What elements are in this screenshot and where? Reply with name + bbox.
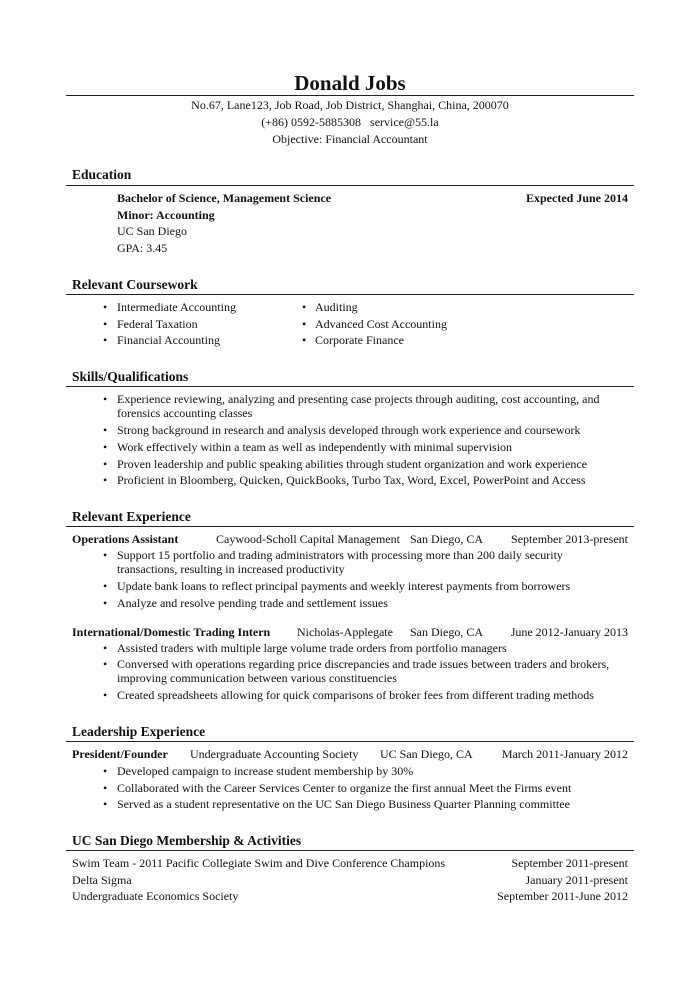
minor: Minor: Accounting xyxy=(117,208,215,222)
job-location: San Diego, CA xyxy=(410,532,483,546)
gpa: GPA: 3.45 xyxy=(117,241,168,255)
section-rule-experience xyxy=(66,526,634,527)
bullet-icon: • xyxy=(302,333,307,347)
resume-name: Donald Jobs xyxy=(294,71,406,95)
section-title-coursework: Relevant Coursework xyxy=(72,277,198,292)
job-bullet-cont: transactions, resulting in increased productivity xyxy=(117,562,345,576)
skill-item-cont: forensics accounting classes xyxy=(117,406,253,420)
bullet-icon: • xyxy=(103,333,108,347)
job-bullet: Analyze and resolve pending trade and settlement issues xyxy=(117,596,388,610)
job-bullet: Update bank loans to reflect principal payments and weekly interest payments from borrowers xyxy=(117,579,571,593)
course-item: Advanced Cost Accounting xyxy=(315,317,447,331)
course-item: Federal Taxation xyxy=(117,317,198,331)
job-org: Caywood-Scholl Capital Management xyxy=(216,532,400,546)
section-rule-coursework xyxy=(66,294,634,295)
bullet-icon: • xyxy=(103,781,108,795)
section-title-experience: Relevant Experience xyxy=(72,509,191,524)
degree: Bachelor of Science, Management Science xyxy=(117,191,332,205)
leadership-bullet: Served as a student representative on the UC San Diego Business Quarter Planning committee xyxy=(117,797,570,811)
school: UC San Diego xyxy=(117,224,187,238)
bullet-icon: • xyxy=(103,657,108,671)
section-rule-leadership xyxy=(66,741,634,742)
section-title-education: Education xyxy=(72,167,132,182)
skill-item: Proficient in Bloomberg, Quicken, QuickBooks, Turbo Tax, Word, Excel, PowerPoint and Access xyxy=(117,473,586,487)
job-role: International/Domestic Trading Intern xyxy=(72,625,271,639)
bullet-icon: • xyxy=(103,457,108,471)
bullet-icon: • xyxy=(103,797,108,811)
bullet-icon: • xyxy=(103,317,108,331)
activity-date: September 2011-present xyxy=(511,856,628,870)
course-item: Intermediate Accounting xyxy=(117,300,236,314)
job-location: San Diego, CA xyxy=(410,625,483,639)
skill-item: Proven leadership and public speaking abilities through student organization and work experience xyxy=(117,457,587,471)
activity-date: January 2011-present xyxy=(525,873,628,887)
leadership-bullet: Collaborated with the Career Services Center to organize the first annual Meet the Firms event xyxy=(117,781,572,795)
bullet-icon: • xyxy=(302,300,307,314)
bullet-icon: • xyxy=(103,440,108,454)
activity-name: Delta Sigma xyxy=(72,873,132,887)
job-role: Operations Assistant xyxy=(72,532,179,546)
activity-name: Undergraduate Economics Society xyxy=(72,889,239,903)
job-bullet: Assisted traders with multiple large volume trade orders from portfolio managers xyxy=(117,641,507,655)
section-title-skills: Skills/Qualifications xyxy=(72,369,189,384)
leadership-role: President/Founder xyxy=(72,747,168,761)
bullet-icon: • xyxy=(103,473,108,487)
leadership-location: UC San Diego, CA xyxy=(380,747,473,761)
job-bullet-cont: improving communication between various constituencies xyxy=(117,671,397,685)
skill-item: Experience reviewing, analyzing and presenting case projects through auditing, cost accounting, and xyxy=(117,392,600,406)
leadership-bullet: Developed campaign to increase student membership by 30% xyxy=(117,764,414,778)
job-date: September 2013-present xyxy=(511,532,628,546)
contact: (+86) 0592-5885308 service@55.la xyxy=(261,115,439,129)
job-date: June 2012-January 2013 xyxy=(510,625,628,639)
header-rule xyxy=(66,95,634,96)
objective: Objective: Financial Accountant xyxy=(272,132,428,146)
leadership-org: Undergraduate Accounting Society xyxy=(190,747,359,761)
bullet-icon: • xyxy=(103,423,108,437)
course-item: Auditing xyxy=(315,300,358,314)
bullet-icon: • xyxy=(103,596,108,610)
bullet-icon: • xyxy=(103,392,108,406)
section-title-leadership: Leadership Experience xyxy=(72,724,206,739)
address: No.67, Lane123, Job Road, Job District, Shanghai, China, 200070 xyxy=(191,98,509,112)
bullet-icon: • xyxy=(103,764,108,778)
leadership-date: March 2011-January 2012 xyxy=(501,747,628,761)
job-org: Nicholas-Applegate xyxy=(297,625,393,639)
section-rule-skills xyxy=(66,386,634,387)
activity-name: Swim Team - 2011 Pacific Collegiate Swim and Dive Conference Champions xyxy=(72,856,446,870)
bullet-icon: • xyxy=(103,641,108,655)
bullet-icon: • xyxy=(302,317,307,331)
activity-date: September 2011-June 2012 xyxy=(497,889,628,903)
bullet-icon: • xyxy=(103,548,108,562)
degree-date: Expected June 2014 xyxy=(526,191,628,205)
bullet-icon: • xyxy=(103,688,108,702)
section-title-activities: UC San Diego Membership & Activities xyxy=(72,833,302,848)
job-bullet: Support 15 portfolio and trading administrators with processing more than 200 daily security xyxy=(117,548,563,562)
bullet-icon: • xyxy=(103,579,108,593)
job-bullet: Created spreadsheets allowing for quick comparisons of broker fees from different trading methods xyxy=(117,688,594,702)
job-bullet: Conversed with operations regarding price discrepancies and trade issues between traders and brokers, xyxy=(117,657,610,671)
course-item: Corporate Finance xyxy=(315,333,404,347)
bullet-icon: • xyxy=(103,300,108,314)
skill-item: Strong background in research and analysis developed through work experience and coursework xyxy=(117,423,581,437)
skill-item: Work effectively within a team as well as independently with minimal supervision xyxy=(117,440,513,454)
section-rule-education xyxy=(66,185,634,186)
course-item: Financial Accounting xyxy=(117,333,220,347)
section-rule-activities xyxy=(66,850,634,851)
